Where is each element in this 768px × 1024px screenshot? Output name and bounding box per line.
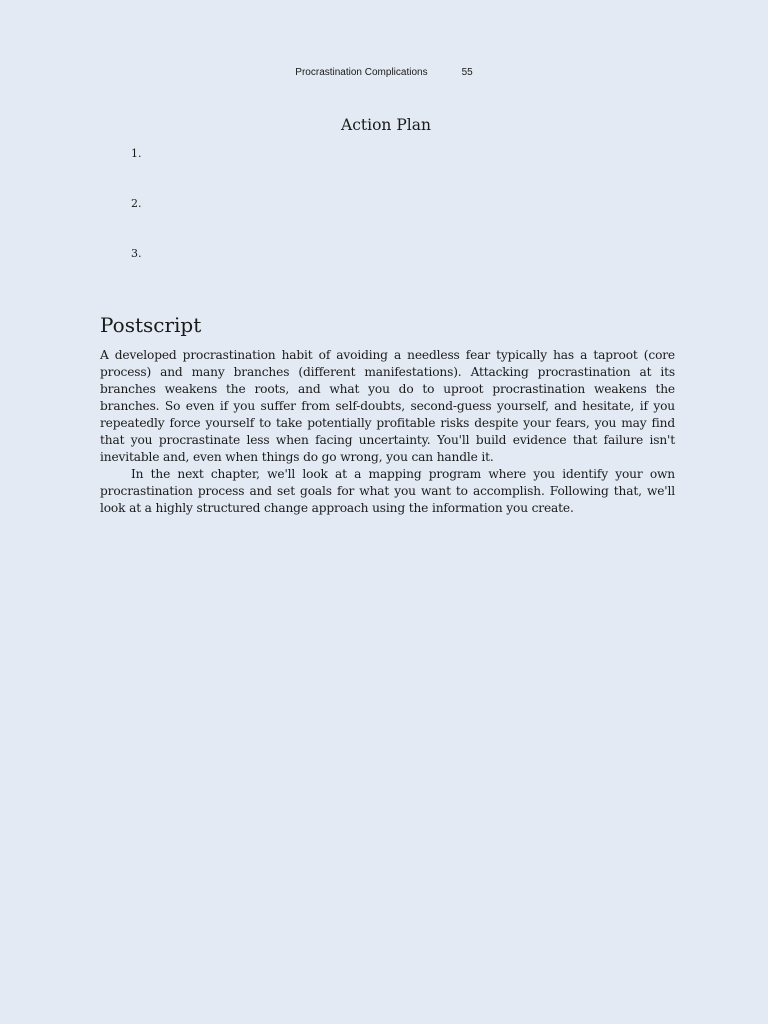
action-plan-title: Action Plan (341, 116, 431, 134)
page-number: 55 (461, 67, 473, 78)
action-plan-list (131, 146, 142, 296)
postscript-title: Postscript (100, 313, 202, 337)
running-title: Procrastination Complications (295, 67, 428, 78)
running-header (0, 67, 768, 78)
action-plan-item: 3. (131, 247, 142, 260)
action-plan-item: 2. (131, 197, 142, 210)
postscript-paragraph: A developed procrastination habit of avoiding a needless fear typically has a taproot (core process) and many branches (different manifestations). Attacking procrastination at its branches weakens the roots, and what you do to uproot procrastination weakens the branches. So even if you suffer from self-doubts, second-guess yourself, and hesitate, if you repeatedly force yourself to take potentially profitable risks despite your fears, you may find that you procrastinate less when facing uncertainty. You'll build evidence that failure isn't inevitable and, even when things do go wrong, you can handle it. (100, 348, 675, 464)
postscript-body (100, 347, 675, 517)
postscript-paragraph: In the next chapter, we'll look at a mapping program where you identify your own procrastination process and set goals for what you want to accomplish. Following that, we'll look at a highly structured change approach using the information you create. (100, 467, 675, 515)
action-plan-item: 1. (131, 147, 142, 160)
